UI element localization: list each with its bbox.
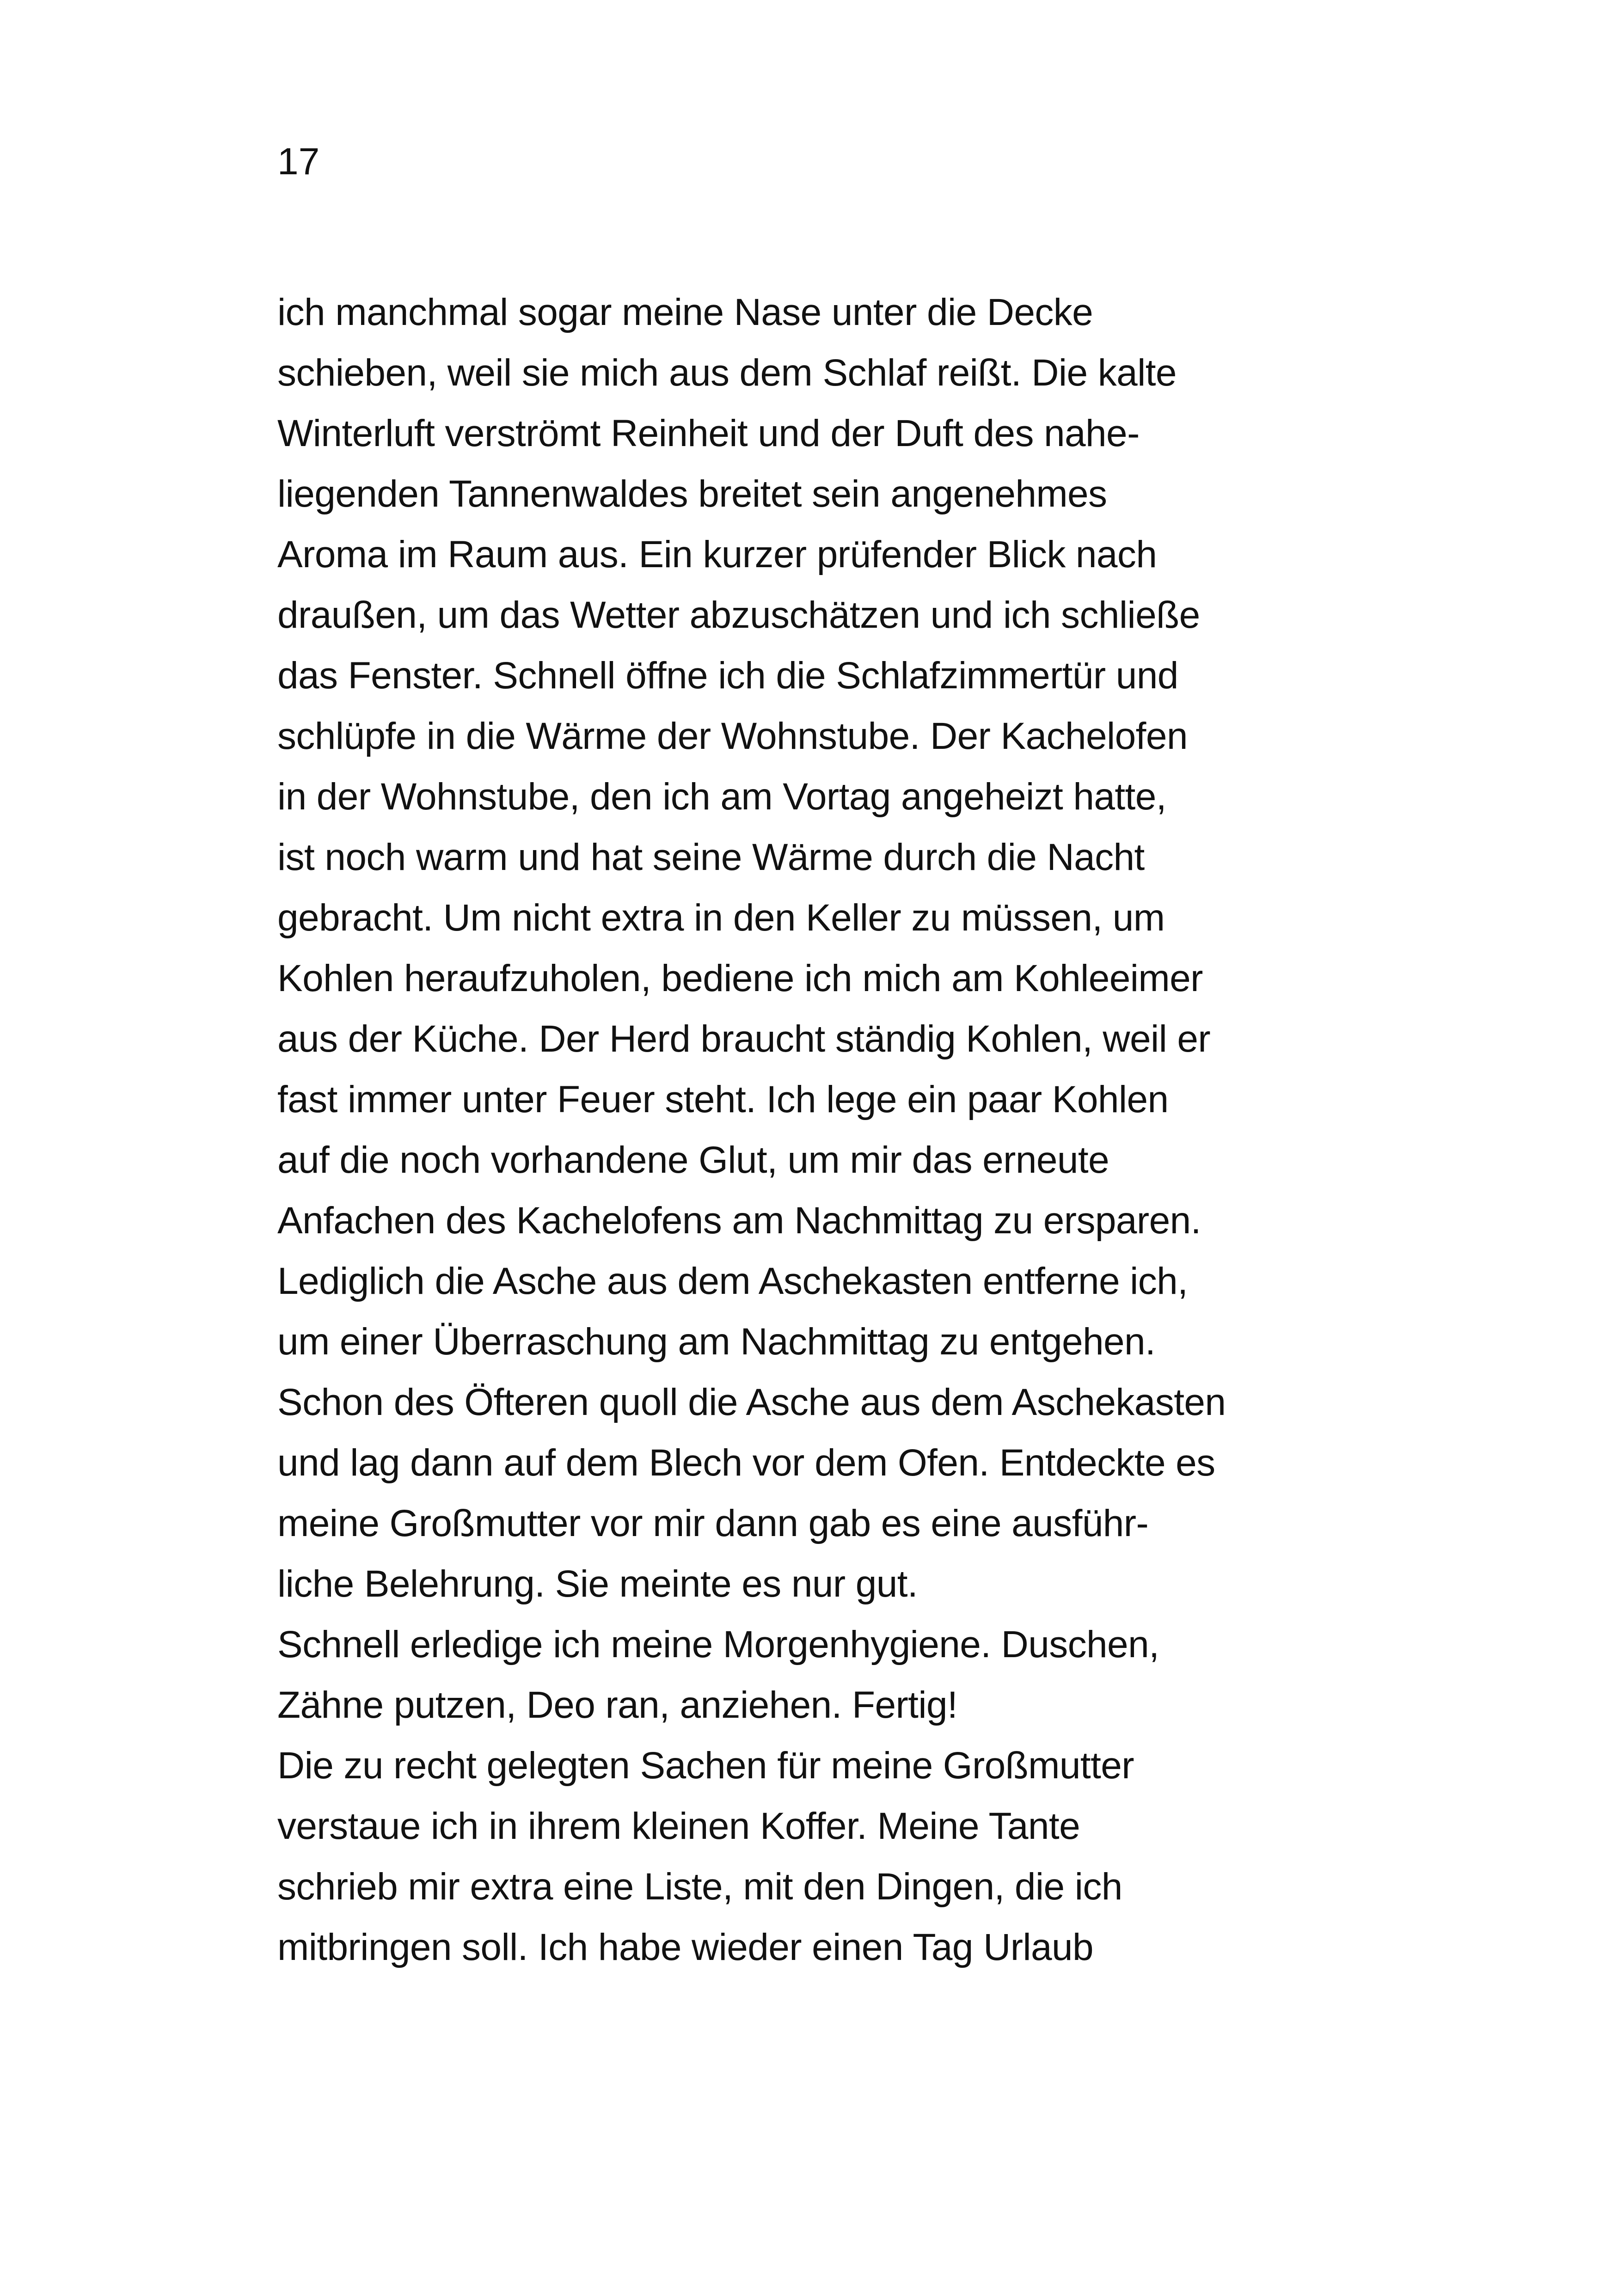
text-line: Zähne putzen, Deo ran, anziehen. Fertig! [277,1684,958,1726]
text-line: gebracht. Um nicht extra in den Keller zu müssen, um [277,897,1165,939]
text-line: verstaue ich in ihrem kleinen Koffer. Meine Tante [277,1805,1080,1847]
text-line: auf die noch vorhandene Glut, um mir das erneute [277,1139,1109,1181]
text-line: ist noch warm und hat seine Wärme durch die Nacht [277,836,1145,878]
text-line: fast immer unter Feuer steht. Ich lege ein paar Kohlen [277,1078,1169,1120]
text-line: mitbringen soll. Ich habe wieder einen Tag Urlaub [277,1926,1094,1968]
text-line: das Fenster. Schnell öffne ich die Schlafzimmertür und [277,655,1178,697]
text-line: und lag dann auf dem Blech vor dem Ofen. Entdeckte es [277,1442,1215,1484]
text-line: schlüpfe in die Wärme der Wohnstube. Der Kachelofen [277,715,1188,757]
text-line: Aroma im Raum aus. Ein kurzer prüfender Blick nach [277,533,1157,576]
text-line: aus der Küche. Der Herd braucht ständig Kohlen, weil er [277,1018,1211,1060]
text-line: meine Großmutter vor mir dann gab es eine ausführ- [277,1502,1149,1544]
text-line: ich manchmal sogar meine Nase unter die Decke [277,291,1093,333]
page-number: 17 [277,141,320,183]
text-line: um einer Überraschung am Nachmittag zu entgehen. [277,1321,1156,1363]
text-line: in der Wohnstube, den ich am Vortag angeheizt hatte, [277,776,1166,818]
body-text [277,282,1387,1978]
text-line: Anfachen des Kachelofens am Nachmittag zu ersparen. [277,1200,1201,1242]
text-line: schieben, weil sie mich aus dem Schlaf reißt. Die kalte [277,352,1177,394]
text-line: Lediglich die Asche aus dem Aschekasten entferne ich, [277,1260,1188,1302]
text-line: draußen, um das Wetter abzuschätzen und ich schließe [277,594,1200,636]
text-line: Schnell erledige ich meine Morgenhygiene. Duschen, [277,1623,1159,1665]
text-line: liegenden Tannenwaldes breitet sein angenehmes [277,473,1107,515]
text-line: Schon des Öfteren quoll die Asche aus dem Aschekasten [277,1381,1226,1423]
text-line: Winterluft verströmt Reinheit und der Duft des nahe- [277,412,1140,454]
text-line: Kohlen heraufzuholen, bediene ich mich am Kohleeimer [277,957,1203,999]
text-line: schrieb mir extra eine Liste, mit den Dingen, die ich [277,1866,1122,1908]
text-line: Die zu recht gelegten Sachen für meine Großmutter [277,1745,1134,1787]
text-line: liche Belehrung. Sie meinte es nur gut. [277,1563,918,1605]
